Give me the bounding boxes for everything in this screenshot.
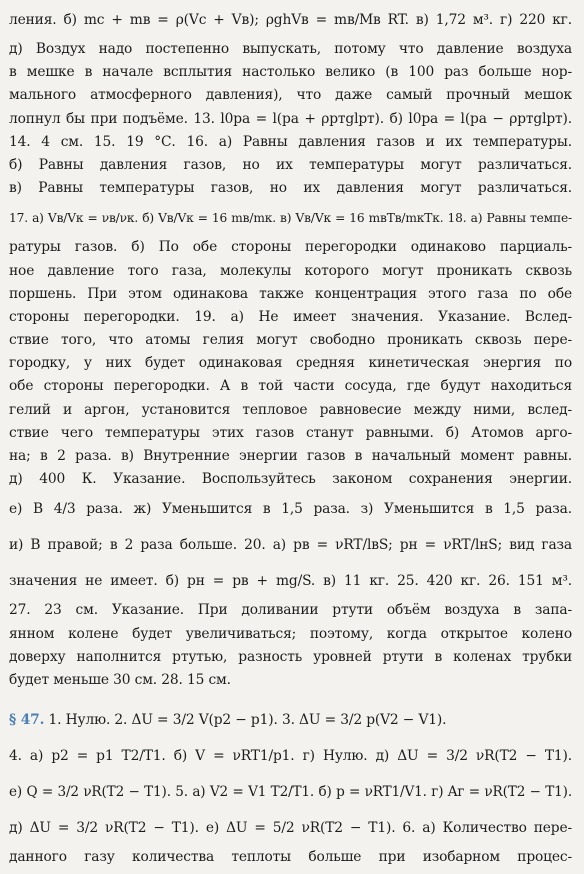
text-line: 1. Нулю. 2. ΔU = 3/2 V(p2 − p1). 3. ΔU = 3/2 p(V2 − V1). bbox=[48, 712, 447, 729]
text-line: е) Q = 3/2 νR(T2 − T1). 5. а) V2 = V1 T2/T1. б) p = νRT1/V1. г) Aг = νR(T2 − T1). bbox=[9, 784, 572, 801]
text-line: лопнул бы при подъёме. 13. l0pа = l(pа + ρртglрт). б) l0pа = l(pа − ρртglрт). bbox=[9, 110, 572, 127]
text-line: стороны перегородки. 19. а) Не имеет значения. Указание. Вслед- bbox=[9, 308, 572, 325]
section-47-first-line bbox=[9, 702, 572, 738]
text-line: 27. 23 см. Указание. При доливании ртути объём воздуха в запа- bbox=[9, 602, 572, 619]
text-line: 17. а) Vв/Vк = νв/νк. б) Vв/Vк = 16 mв/mк. в) Vв/Vк = 16 mвTв/mкTк. 18. а) Равны темпе- bbox=[9, 211, 572, 226]
text-line: доверху наполнится ртутью, разность уровней ртути в коленах трубки bbox=[9, 648, 572, 665]
text-line: значения не имеет. б) pн = pв + mg/S. в) 11 кг. 25. 420 кг. 26. 151 м³. bbox=[9, 573, 572, 590]
text-line: данного газу количества теплоты больше при изобарном процес- bbox=[9, 849, 572, 866]
text-line: ратуры газов. б) По обе стороны перегородки одинаково парциаль- bbox=[9, 239, 572, 256]
text-line: 4. а) p2 = p1 T2/T1. б) V = νRT1/p1. г) Нулю. д) ΔU = 3/2 νR(T2 − T1). bbox=[9, 748, 572, 765]
text-line: 14. 4 см. 15. 19 °С. 16. а) Равны давления газов и их температуры. bbox=[9, 133, 572, 150]
text-line: д) ΔU = 3/2 νR(T2 − T1). е) ΔU = 5/2 νR(T2 − T1). 6. а) Количество пере- bbox=[9, 820, 572, 837]
text-line: в) Равны температуры газов, но их давления могут различаться. bbox=[9, 180, 572, 197]
text-line: б) Равны давления газов, но их температуры могут различаться. bbox=[9, 156, 572, 173]
text-line: ления. б) mс + mв = ρ(Vс + Vв); ρghVв = mв/Mв RT. в) 1,72 м³. г) 220 кг. bbox=[9, 12, 572, 28]
text-line: д) Воздух надо постепенно выпускать, потому что давление воздуха bbox=[9, 41, 572, 57]
text-line: мального атмосферного давления), что даже самый прочный мешок bbox=[9, 87, 572, 104]
text-line: ное давление того газа, молекулы которого могут проникать сквозь bbox=[9, 262, 572, 279]
text-line: гелий и аргон, установится тепловое равновесие между ними, вслед- bbox=[9, 401, 572, 418]
text-line: янном колене будет увеличиваться; поэтому, когда открытое колено bbox=[9, 625, 572, 642]
text-line: обе стороны перегородки. А в той части сосуда, где будут находиться bbox=[9, 378, 572, 395]
text-line: на; в 2 раза. в) Внутренние энергии газов в начальный момент равны. bbox=[9, 448, 572, 464]
text-line: и) В правой; в 2 раза больше. 20. а) pв = νRT/lвS; pн = νRT/lнS; вид газа bbox=[9, 537, 572, 554]
text-line: ствие того, что атомы гелия могут свободно проникать сквозь пере- bbox=[9, 332, 572, 349]
section-mark: § 47. bbox=[9, 712, 45, 729]
text-line: ствие чего температуры этих газов станут равными. б) Атомов арго- bbox=[9, 424, 572, 441]
text-line: городку, у них будет одинаковая средняя кинетическая энергия по bbox=[9, 355, 572, 372]
text-line: поршень. При этом одинакова также концентрация этого газа по обе bbox=[9, 285, 572, 302]
text-line: в мешке в начале всплытия настолько велико (в 100 раз больше нор- bbox=[9, 64, 572, 81]
text-line: будет меньше 30 см. 28. 15 см. bbox=[9, 671, 231, 688]
text-line: д) 400 К. Указание. Воспользуйтесь законом сохранения энергии. bbox=[9, 471, 572, 488]
text-line: е) В 4/3 раза. ж) Уменьшится в 1,5 раза. з) Уменьшится в 1,5 раза. bbox=[9, 501, 572, 518]
